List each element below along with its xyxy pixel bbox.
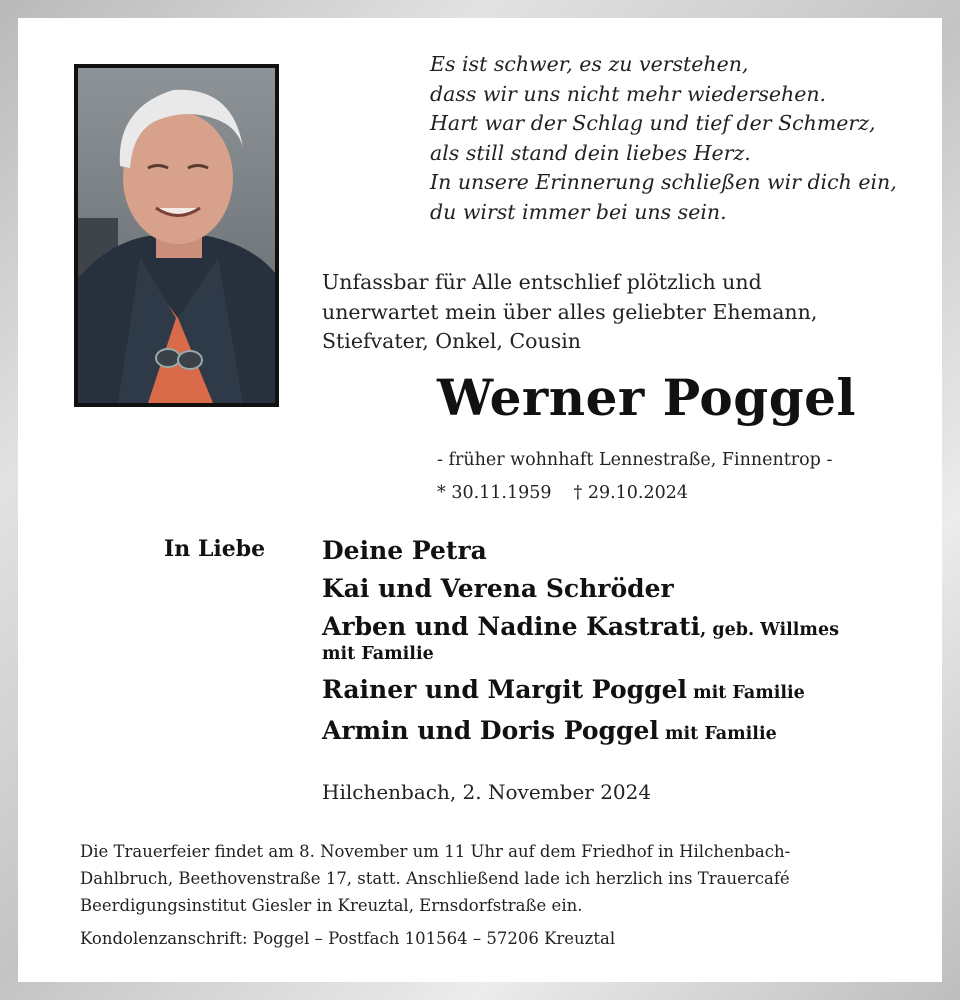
- mourner-name: Armin und Doris Poggel: [322, 716, 659, 745]
- intro-text: [322, 268, 817, 357]
- service-info: [80, 838, 790, 919]
- mourner-name: Arben und Nadine Kastrati: [322, 612, 701, 641]
- poem-line: Es ist schwer, es zu verstehen,: [430, 52, 749, 76]
- mourner-note: , geb. Willmes: [700, 620, 839, 640]
- mourner-note: mit Familie: [658, 724, 777, 744]
- poem-line: als still stand dein liebes Herz.: [430, 140, 751, 165]
- mourner-name: Rainer und Margit Poggel: [322, 675, 687, 704]
- poem-line: In unsere Erinnerung schließen wir dich ein,: [430, 170, 897, 194]
- deceased-name: Werner Poggel: [437, 368, 856, 427]
- mourner-sub-note: mit Familie: [322, 644, 434, 664]
- mourner-line: Kai und Verena Schröder: [322, 574, 674, 603]
- intro-line: unerwartet mein über alles geliebter Ehemann,: [322, 299, 818, 324]
- portrait-photo: [74, 64, 279, 407]
- life-dates: [437, 483, 688, 503]
- poem-line: Hart war der Schlag und tief der Schmerz,: [430, 111, 876, 135]
- intro-line: Unfassbar für Alle entschlief plötzlich und: [322, 270, 762, 294]
- place-and-date: Hilchenbach, 2. November 2024: [322, 780, 652, 804]
- service-line: Dahlbruch, Beethovenstraße 17, statt. Anschließend lade ich herzlich ins Trauercafé: [80, 869, 790, 888]
- mourner-line: Deine Petra: [322, 536, 487, 565]
- mourner-line: [322, 712, 839, 753]
- intro-line: Stiefvater, Onkel, Cousin: [322, 329, 581, 353]
- poem-line: dass wir uns nicht mehr wiedersehen.: [430, 81, 827, 106]
- death-date: † 29.10.2024: [573, 483, 689, 503]
- mourner-note: mit Familie: [686, 683, 805, 703]
- former-residence: - früher wohnhaft Lennestraße, Finnentrop -: [437, 450, 833, 470]
- poem: [430, 50, 897, 227]
- condolence-address: Kondolenzanschrift: Poggel – Postfach 101564 – 57206 Kreuztal: [80, 929, 616, 948]
- service-line: Beerdigungsinstitut Giesler in Kreuztal, Ernsdorfstraße ein.: [80, 896, 583, 915]
- birth-date: * 30.11.1959: [437, 483, 552, 503]
- in-love-label: In Liebe: [164, 536, 266, 562]
- service-line: Die Trauerfeier findet am 8. November um 11 Uhr auf dem Friedhof in Hilchenbach-: [80, 842, 791, 861]
- mourner-line: [322, 671, 839, 712]
- mourners-list: [322, 532, 839, 753]
- poem-line: du wirst immer bei uns sein.: [430, 199, 727, 224]
